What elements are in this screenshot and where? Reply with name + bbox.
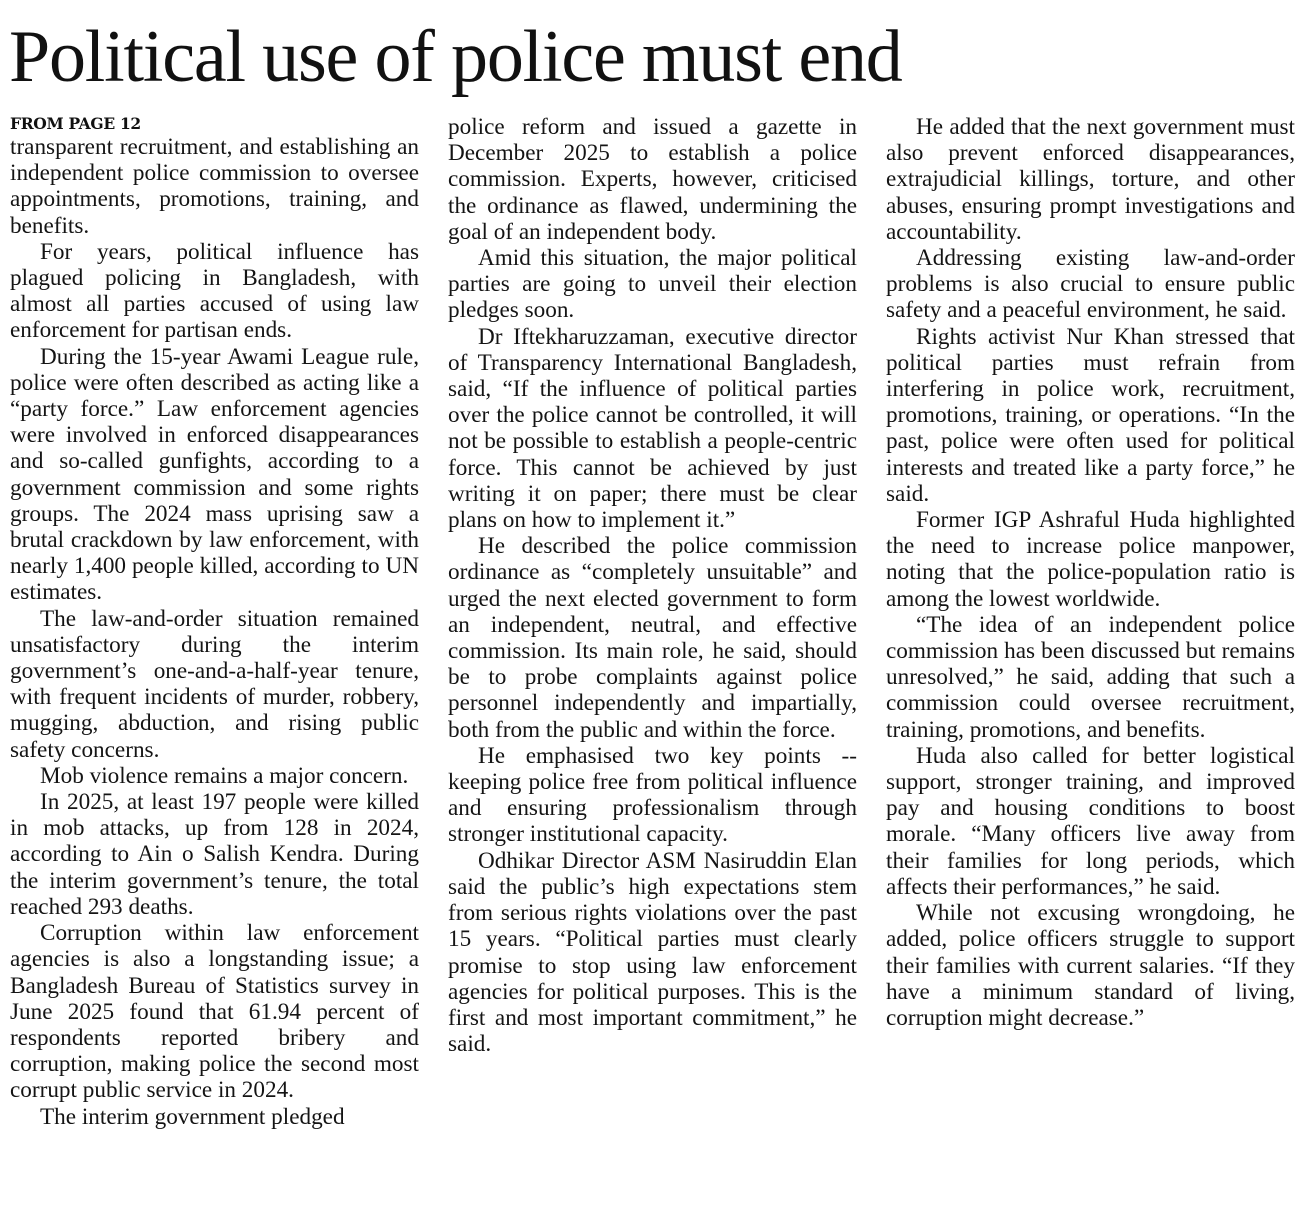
- paragraph: The law-and-order situation remained unsatisfactory during the interim government’s one-and-a-half-year tenure, with frequent incidents of murder, robbery, mugging, abduction, and rising public safety concerns.: [10, 605, 419, 763]
- paragraph: Corruption within law enforcement agencies is also a longstanding issue; a Bangladesh Bureau of Statistics survey in June 2025 found that 61.94 percent of respondents reported bribery and corruption, making police the second most corrupt public service in 2024.: [10, 920, 419, 1104]
- paragraph: police reform and issued a gazette in December 2025 to establish a police commission. Experts, however, criticised the ordinance as flawed, undermining the goal of an independent body.: [448, 114, 857, 245]
- paragraph: The interim government pledged: [40, 1103, 345, 1130]
- article-column-3: [886, 114, 1295, 1031]
- paragraph: Former IGP Ashraful Huda highlighted the need to increase police manpower, noting that the police-population ratio is among the lowest worldwide.: [886, 507, 1295, 612]
- paragraph: In 2025, at least 197 people were killed in mob attacks, up from 128 in 2024, according to Ain o Salish Kendra. During the interim government’s tenure, the total reached 293 deaths.: [10, 789, 419, 920]
- paragraph: Odhikar Director ASM Nasiruddin Elan said the public’s high expectations stem from serious rights violations over the past 15 years. “Political parties must clearly promise to stop using law enforcement agencies for political purposes. This is the first and most important commitment,” he said.: [448, 847, 857, 1058]
- paragraph: For years, political influence has plagued policing in Bangladesh, with almost all parties accused of using law enforcement for partisan ends.: [10, 238, 419, 344]
- paragraph: During the 15-year Awami League rule, police were often described as acting like a “party force.” Law enforcement agencies were involved in enforced disappearances and so-called gunfights, according to a government commission and some rights groups. The 2024 mass uprising saw a brutal crackdown by law enforcement, with nearly 1,400 people killed, according to UN estimates.: [10, 343, 419, 606]
- paragraph: While not excusing wrongdoing, he added, police officers struggle to support their families with current salaries. “If they have a minimum standard of living, corruption might decrease.”: [886, 900, 1295, 1031]
- paragraph: transparent recruitment, and establishing an independent police commission to oversee appointments, promotions, training, and benefits.: [10, 134, 419, 239]
- paragraph: He added that the next government must also prevent enforced disappearances, extrajudicial killings, torture, and other abuses, ensuring prompt investigations and accountability.: [886, 114, 1295, 245]
- paragraph: Huda also called for better logistical support, stronger training, and improved pay and housing conditions to boost morale. “Many officers live away from their families for long periods, which affects their performances,” he said.: [886, 742, 1295, 900]
- paragraph: Dr Iftekharuzzaman, executive director of Transparency International Bangladesh, said, “If the influence of political parties over the police cannot be controlled, it will not be possible to establish a people-centric force. This cannot be achieved by just writing it on paper; there must be clear plans on how to implement it.”: [448, 323, 857, 534]
- paragraph: Amid this situation, the major political parties are going to unveil their election pledges soon.: [448, 245, 857, 324]
- paragraph: He emphasised two key points -- keeping police free from political influence and ensuring professionalism through stronger institutional capacity.: [448, 742, 857, 848]
- jump-label: FROM PAGE 12: [10, 114, 141, 133]
- headline: Political use of police must end: [9, 16, 902, 98]
- article-column-1: [10, 114, 419, 1130]
- paragraph: He described the police commission ordinance as “completely unsuitable” and urged the next elected government to form an independent, neutral, and effective commission. Its main role, he said, should be to probe complaints against police personnel independently and impartially, both from the public and within the force.: [448, 533, 857, 743]
- article-column-2: [448, 114, 857, 1057]
- paragraph: “The idea of an independent police commission has been discussed but remains unresolved,” he said, adding that such a commission could oversee recruitment, training, promotions, and benefits.: [886, 611, 1295, 743]
- paragraph: Mob violence remains a major concern.: [40, 762, 409, 789]
- paragraph: Rights activist Nur Khan stressed that political parties must refrain from interfering in police work, recruitment, promotions, training, or operations. “In the past, police were often used for political interests and treated like a party force,” he said.: [886, 323, 1295, 507]
- paragraph: Addressing existing law-and-order problems is also crucial to ensure public safety and a peaceful environment, he said.: [886, 245, 1295, 324]
